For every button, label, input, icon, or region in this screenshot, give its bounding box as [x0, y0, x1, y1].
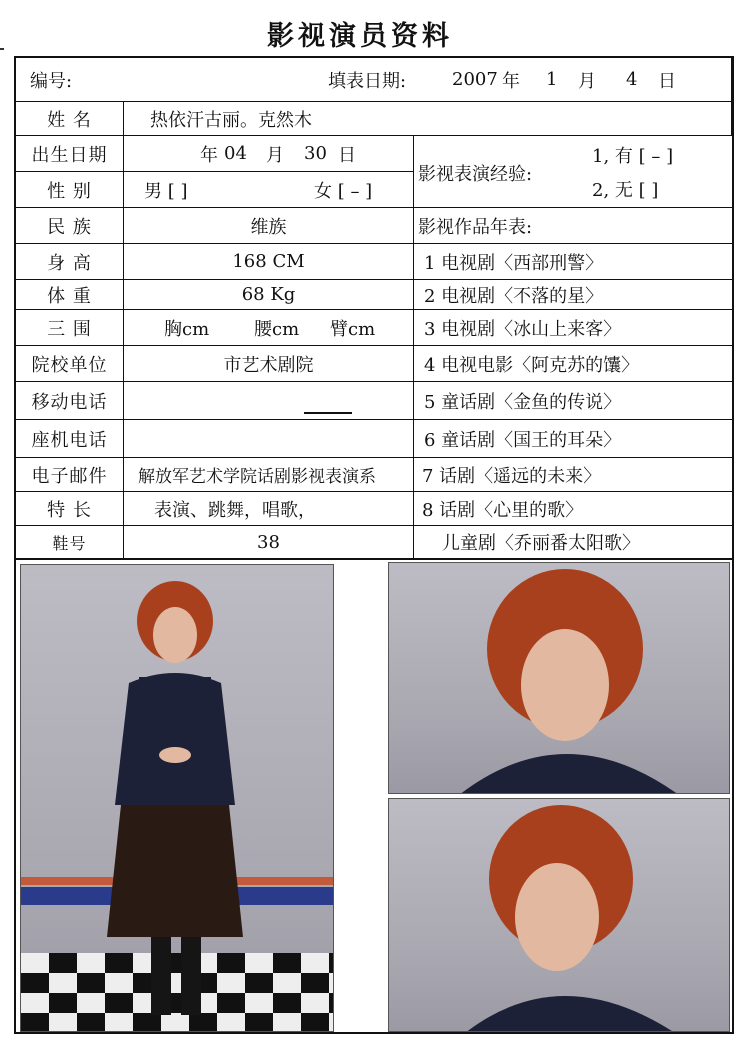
gender-label: 性 别 — [16, 172, 124, 208]
shoe-label: 鞋号 — [16, 526, 124, 560]
actor-profile-sheet — [14, 56, 734, 1034]
portrait-figure-top — [389, 563, 730, 794]
margin-mark — [0, 48, 4, 50]
ethnicity-label: 民 族 — [16, 208, 124, 244]
works-label: 影视作品年表: — [414, 208, 732, 244]
work-item: 7 话剧〈遥远的未来〉 — [414, 458, 732, 492]
date-day: 4 — [626, 69, 638, 90]
work-item: 6 童话剧〈国王的耳朵〉 — [414, 420, 732, 458]
birth-label: 出生日期 — [16, 136, 124, 172]
birth-month: 04 — [224, 143, 247, 164]
experience-cell — [414, 136, 732, 208]
specialty-label: 特 长 — [16, 492, 124, 526]
school-label: 院校单位 — [16, 346, 124, 382]
page-title: 影视演员资料 — [267, 21, 453, 52]
height-value: 168 CM — [124, 244, 414, 280]
name-value: 热依汗古丽。克然木 — [124, 102, 732, 136]
work-item: 2 电视剧〈不落的星〉 — [414, 280, 732, 310]
portrait-photo-bottom — [388, 798, 730, 1032]
measurements-value — [124, 310, 414, 346]
landline-value — [124, 420, 414, 458]
gender-value — [124, 172, 414, 208]
measurements-label: 三 围 — [16, 310, 124, 346]
specialty-value: 表演、跳舞，唱歌， — [124, 492, 414, 526]
work-item: 8 话剧〈心里的歌〉 — [414, 492, 732, 526]
mobile-label: 移动电话 — [16, 382, 124, 420]
work-item: 4 电视电影〈阿克苏的馕〉 — [414, 346, 732, 382]
full-length-photo — [20, 564, 334, 1032]
portrait-figure-bottom — [389, 799, 730, 1032]
number-label: 编号: — [30, 70, 73, 92]
header-row — [16, 58, 732, 102]
date-year-unit: 年 — [502, 70, 520, 92]
date-label: 填表日期: — [328, 70, 407, 92]
birth-day: 30 — [304, 143, 327, 164]
work-item: 儿童剧〈乔丽番太阳歌〉 — [414, 526, 732, 560]
email-value: 解放军艺术学院话剧影视表演系 — [124, 458, 414, 492]
date-month-unit: 月 — [578, 70, 596, 92]
experience-option-yes: 1, 有 [ – ] — [592, 146, 674, 167]
work-item: 1 电视剧〈西部刑警〉 — [414, 244, 732, 280]
birth-month-unit: 月 — [266, 144, 284, 166]
birth-year-unit: 年 — [200, 144, 218, 166]
hip-value: 臂cm — [330, 318, 376, 340]
experience-option-no: 2, 无 [ ] — [592, 180, 659, 201]
work-item: 5 童话剧〈金鱼的传说〉 — [414, 382, 732, 420]
date-year: 2007 — [452, 69, 498, 90]
chest-value: 胸cm — [164, 318, 210, 340]
work-item: 3 电视剧〈冰山上来客〉 — [414, 310, 732, 346]
landline-label: 座机电话 — [16, 420, 124, 458]
gender-female-option: 女 [ – ] — [314, 180, 373, 202]
school-value: 市艺术剧院 — [124, 346, 414, 382]
date-month: 1 — [546, 69, 558, 90]
weight-value: 68 Kg — [124, 280, 414, 310]
height-label: 身 高 — [16, 244, 124, 280]
shoe-value: 38 — [124, 526, 414, 560]
mobile-underline — [304, 412, 352, 414]
waist-value: 腰cm — [254, 318, 300, 340]
birth-day-unit: 日 — [338, 144, 356, 166]
experience-label: 影视表演经验: — [418, 164, 533, 185]
weight-label: 体 重 — [16, 280, 124, 310]
mobile-value — [124, 382, 414, 420]
email-label: 电子邮件 — [16, 458, 124, 492]
birth-value — [124, 136, 414, 172]
portrait-photo-top — [388, 562, 730, 794]
gender-male-option: 男 [ ] — [144, 180, 188, 202]
date-day-unit: 日 — [658, 70, 676, 92]
standing-figure — [21, 565, 334, 1032]
ethnicity-value: 维族 — [124, 208, 414, 244]
name-label: 姓 名 — [16, 102, 124, 136]
